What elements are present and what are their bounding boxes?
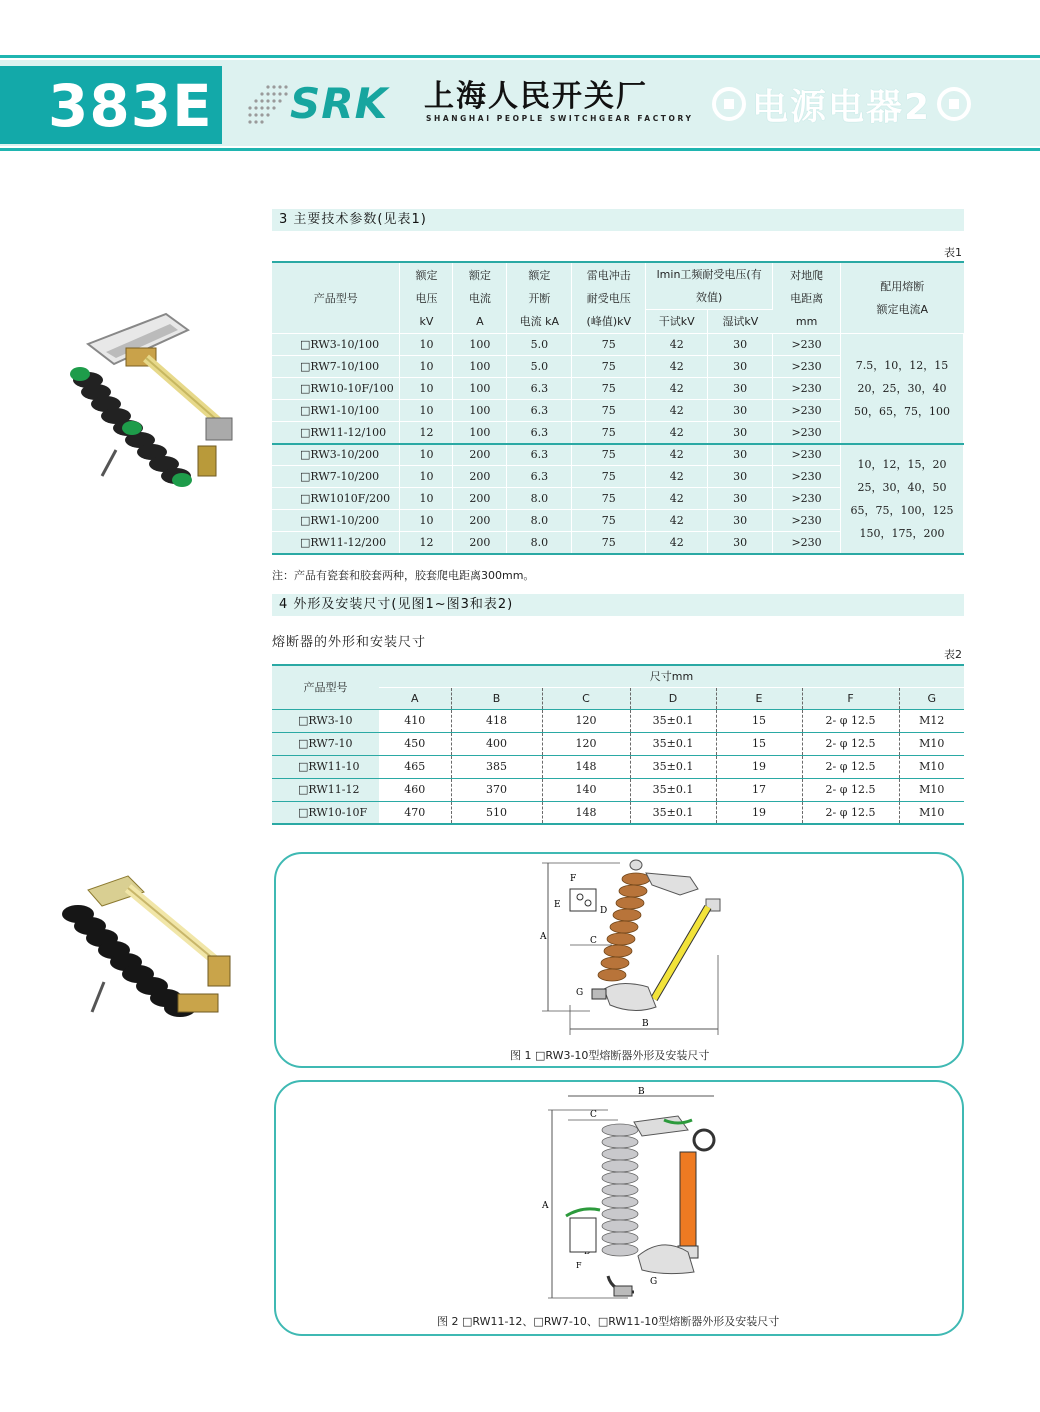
cell-model: □RW1010F/200 (272, 488, 400, 510)
cell-dim: 35±0.1 (630, 709, 716, 732)
cell-model: □RW7-10 (272, 732, 379, 755)
table-1-tag: 表1 (944, 246, 962, 259)
col-header-voltage: 额定 电压 kV (400, 262, 453, 334)
dim-label-e: E (554, 900, 561, 910)
cell-dim: 2- φ 12.5 (802, 801, 899, 824)
cell-dim: 19 (716, 801, 802, 824)
fuse-photo-rubber (58, 862, 238, 1022)
cell-fuse-ratings (841, 334, 964, 444)
brand-logo: SRK (290, 79, 389, 128)
col-header-dim: A (379, 687, 451, 709)
cell-wet: 30 (708, 422, 773, 444)
factory-name-en: SHANGHAI PEOPLE SWITCHGEAR FACTORY (426, 114, 694, 123)
col-header-dimensions: 尺寸mm (379, 665, 964, 687)
cell-creep: >230 (773, 466, 841, 488)
cell-dry: 42 (646, 466, 708, 488)
cell-dim: M10 (899, 732, 964, 755)
cell-dim: 15 (716, 732, 802, 755)
col-header-power-freq: lmin工频耐受电压(有 效值) (646, 262, 773, 310)
cell-ka: 6.3 (507, 466, 572, 488)
brand-dots-icon (246, 84, 290, 124)
cell-dim: 17 (716, 778, 802, 801)
col-header-wet: 湿试kV (708, 310, 773, 334)
figure-1-drawing (530, 855, 730, 1039)
cell-dry: 42 (646, 356, 708, 378)
cell-dim: 2- φ 12.5 (802, 778, 899, 801)
cell-imp: 75 (572, 488, 646, 510)
cell-dim: 385 (451, 755, 542, 778)
dim-label-f: F (576, 1261, 582, 1270)
cell-creep: >230 (773, 532, 841, 554)
table-row (272, 709, 964, 732)
cell-creep: >230 (773, 378, 841, 400)
cell-a: 100 (453, 378, 507, 400)
dim-label-g: G (650, 1277, 658, 1287)
cell-a: 100 (453, 334, 507, 356)
cell-creep: >230 (773, 400, 841, 422)
cell-wet: 30 (708, 510, 773, 532)
dim-label-f: F (570, 874, 577, 884)
dim-label-a: A (540, 932, 547, 942)
cell-dim: 418 (451, 709, 542, 732)
col-header-model: 产品型号 (272, 665, 379, 709)
cell-dim: 35±0.1 (630, 801, 716, 824)
cell-dry: 42 (646, 334, 708, 356)
cell-model: □RW3-10 (272, 709, 379, 732)
cell-ka: 8.0 (507, 532, 572, 554)
dim-label-b: B (642, 1019, 649, 1029)
col-header-dim: E (716, 687, 802, 709)
cell-dim: 35±0.1 (630, 755, 716, 778)
col-header-dim: G (899, 687, 964, 709)
cell-v: 10 (400, 400, 453, 422)
cell-dim: 120 (542, 732, 630, 755)
col-header-fuse: 配用熔断 额定电流A (841, 262, 964, 334)
cell-a: 200 (453, 466, 507, 488)
cell-wet: 30 (708, 356, 773, 378)
bullet-icon (712, 87, 746, 121)
cell-imp: 75 (572, 532, 646, 554)
cell-dry: 42 (646, 488, 708, 510)
cell-creep: >230 (773, 334, 841, 356)
cell-wet: 30 (708, 466, 773, 488)
cell-v: 10 (400, 510, 453, 532)
cell-v: 10 (400, 488, 453, 510)
cell-dry: 42 (646, 510, 708, 532)
cell-v: 10 (400, 334, 453, 356)
cell-imp: 75 (572, 334, 646, 356)
section-4-heading: 4 外形及安装尺寸(见图1~图3和表2) (272, 594, 964, 616)
cell-dim: 148 (542, 755, 630, 778)
cell-ka: 5.0 (507, 356, 572, 378)
cell-dim: 400 (451, 732, 542, 755)
cell-fuse-ratings (841, 444, 964, 554)
header-bottom-rule (0, 148, 1040, 151)
col-header-model: 产品型号 (272, 262, 400, 334)
cell-dim: M12 (899, 709, 964, 732)
cell-model: □RW10-10F/100 (272, 378, 400, 400)
col-header-creepage: 对地爬 电距离 mm (773, 262, 841, 334)
cell-dim: 470 (379, 801, 451, 824)
cell-dim: 148 (542, 801, 630, 824)
cell-v: 10 (400, 466, 453, 488)
cell-model: □RW11-12/200 (272, 532, 400, 554)
cell-ka: 6.3 (507, 422, 572, 444)
cell-dim: 450 (379, 732, 451, 755)
cell-imp: 75 (572, 466, 646, 488)
cell-dim: 2- φ 12.5 (802, 755, 899, 778)
cell-model: □RW3-10/100 (272, 334, 400, 356)
cell-model: □RW11-12/100 (272, 422, 400, 444)
cell-model: □RW1-10/200 (272, 510, 400, 532)
header-top-rule (0, 55, 1040, 58)
table-1-note: 注：产品有瓷套和胶套两种，胶套爬电距离300mm。 (272, 569, 535, 582)
cell-model: □RW7-10/200 (272, 466, 400, 488)
cell-imp: 75 (572, 510, 646, 532)
table-row (272, 732, 964, 755)
dim-label-c: C (590, 1110, 597, 1120)
cell-creep: >230 (773, 444, 841, 466)
cell-a: 200 (453, 510, 507, 532)
cell-dry: 42 (646, 422, 708, 444)
cell-dim: 140 (542, 778, 630, 801)
cell-dim: 19 (716, 755, 802, 778)
figure-1-caption: 图 1 □RW3-10型熔断器外形及安装尺寸 (510, 1049, 710, 1062)
cell-dry: 42 (646, 532, 708, 554)
cell-creep: >230 (773, 488, 841, 510)
cell-wet: 30 (708, 532, 773, 554)
cell-ka: 6.3 (507, 378, 572, 400)
cell-creep: >230 (773, 356, 841, 378)
cell-imp: 75 (572, 422, 646, 444)
col-header-breaking: 额定 开断 电流 kA (507, 262, 572, 334)
cell-ka: 6.3 (507, 400, 572, 422)
cell-wet: 30 (708, 378, 773, 400)
cell-dim: M10 (899, 755, 964, 778)
table-row (272, 444, 964, 466)
page-number: 383E (48, 72, 213, 140)
cell-model: □RW7-10/100 (272, 356, 400, 378)
cell-a: 100 (453, 356, 507, 378)
cell-ka: 8.0 (507, 510, 572, 532)
cell-creep: >230 (773, 510, 841, 532)
fuse-rating-line: 10，12，15，20 (857, 457, 947, 471)
cell-imp: 75 (572, 356, 646, 378)
cell-wet: 30 (708, 444, 773, 466)
cell-dry: 42 (646, 400, 708, 422)
cell-dim: 35±0.1 (630, 778, 716, 801)
cell-model: □RW10-10F (272, 801, 379, 824)
dim-label-a: A (542, 1201, 549, 1211)
cell-imp: 75 (572, 400, 646, 422)
fuse-rating-line: 7.5，10，12，15 (855, 358, 949, 372)
table-row (272, 334, 964, 356)
category-text: 电源电器2 (752, 86, 932, 128)
cell-dry: 42 (646, 444, 708, 466)
cell-ka: 6.3 (507, 444, 572, 466)
fuse-rating-line: 20，25，30，40 (857, 381, 947, 395)
tech-params-table (272, 261, 964, 555)
col-header-impulse: 雷电冲击 耐受电压 (峰值)kV (572, 262, 646, 334)
bullet-icon (937, 87, 971, 121)
dim-label-d: D (600, 906, 608, 916)
cell-dim: 460 (379, 778, 451, 801)
table-2-tag: 表2 (944, 648, 962, 661)
cell-dim: 410 (379, 709, 451, 732)
cell-model: □RW11-10 (272, 755, 379, 778)
cell-model: □RW1-10/100 (272, 400, 400, 422)
cell-wet: 30 (708, 488, 773, 510)
fuse-rating-line: 150，175，200 (859, 526, 945, 540)
cell-imp: 75 (572, 378, 646, 400)
cell-v: 10 (400, 444, 453, 466)
cell-a: 100 (453, 400, 507, 422)
col-header-current: 额定 电流 A (453, 262, 507, 334)
cell-a: 200 (453, 444, 507, 466)
cell-ka: 8.0 (507, 488, 572, 510)
figure-2-caption: 图 2 □RW11-12、□RW7-10、□RW11-10型熔断器外形及安装尺寸 (437, 1315, 780, 1328)
fuse-rating-line: 25，30，40，50 (857, 480, 947, 494)
cell-wet: 30 (708, 400, 773, 422)
table-row (272, 755, 964, 778)
cell-wet: 30 (708, 334, 773, 356)
fuse-photo-porcelain (66, 300, 240, 492)
category-title (712, 82, 971, 126)
cell-dry: 42 (646, 378, 708, 400)
col-header-dim: F (802, 687, 899, 709)
cell-dim: 120 (542, 709, 630, 732)
col-header-dim: D (630, 687, 716, 709)
section-3-heading: 3 主要技术参数(见表1) (272, 209, 964, 231)
cell-dim: 370 (451, 778, 542, 801)
factory-name-cn: 上海人民开关厂 (424, 79, 648, 114)
dim-label-b: B (638, 1087, 645, 1097)
cell-a: 200 (453, 488, 507, 510)
cell-dim: 35±0.1 (630, 732, 716, 755)
cell-dim: 2- φ 12.5 (802, 732, 899, 755)
cell-v: 12 (400, 422, 453, 444)
fuse-rating-line: 65，75，100，125 (850, 503, 954, 517)
cell-dim: 510 (451, 801, 542, 824)
cell-a: 200 (453, 532, 507, 554)
cell-dim: M10 (899, 801, 964, 824)
cell-model: □RW3-10/200 (272, 444, 400, 466)
cell-dim: M10 (899, 778, 964, 801)
cell-dim: 465 (379, 755, 451, 778)
cell-dim: 15 (716, 709, 802, 732)
cell-model: □RW11-12 (272, 778, 379, 801)
cell-v: 10 (400, 356, 453, 378)
dimensions-table (272, 664, 964, 825)
table-row (272, 778, 964, 801)
cell-imp: 75 (572, 444, 646, 466)
cell-v: 10 (400, 378, 453, 400)
fuse-rating-line: 50，65，75，100 (854, 404, 951, 418)
figure-2-drawing (538, 1086, 728, 1306)
cell-dim: 2- φ 12.5 (802, 709, 899, 732)
cell-ka: 5.0 (507, 334, 572, 356)
col-header-dim: B (451, 687, 542, 709)
col-header-dim: C (542, 687, 630, 709)
dim-label-g: G (576, 988, 584, 998)
section-4-subtitle: 熔断器的外形和安装尺寸 (272, 635, 427, 650)
cell-creep: >230 (773, 422, 841, 444)
table-row (272, 801, 964, 824)
col-header-dry: 干试kV (646, 310, 708, 334)
cell-a: 100 (453, 422, 507, 444)
cell-v: 12 (400, 532, 453, 554)
dim-label-c: C (590, 936, 597, 946)
